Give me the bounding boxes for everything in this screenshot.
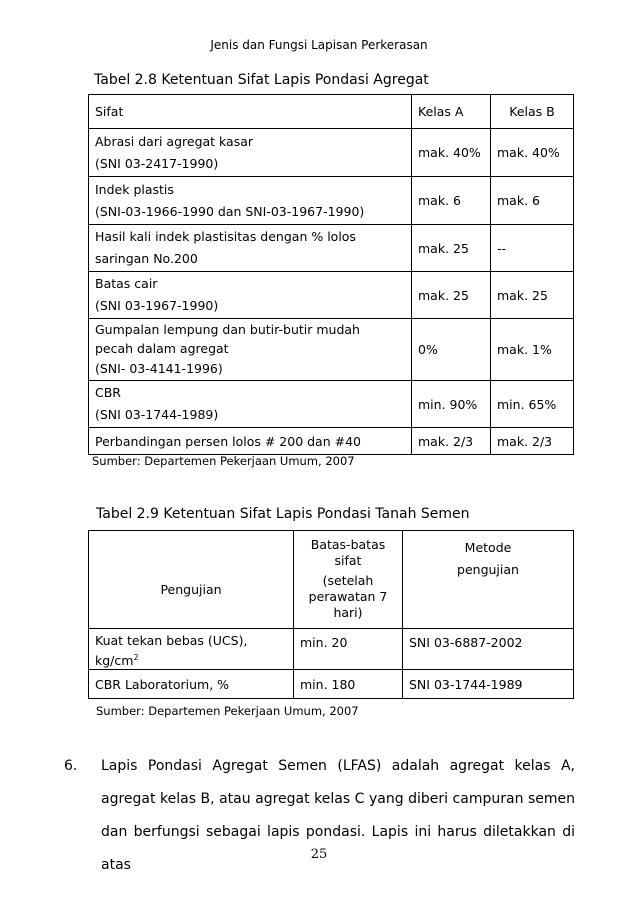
table-row: Indek plastis (SNI-03-1966-1990 dan SNI-03-1967-1990) mak. 6 mak. 6 [89, 177, 574, 225]
table-cell: SNI 03-1744-1989 [403, 670, 574, 699]
table-cell: SNI 03-6887-2002 [403, 629, 574, 670]
paragraph: Lapis Pondasi Agregat Semen (LFAS) adalah agregat kelas A, agregat kelas B, atau agregat kelas C yang diberi campuran semen dan berfungsi sebagai lapis pondasi. Lapis ini harus diletakkan di atas [101, 758, 575, 873]
table-row: Perbandingan persen lolos # 200 dan #40 mak. 2/3 mak. 2/3 [89, 428, 574, 455]
page-number: 25 [310, 847, 328, 862]
table-cell: -- [491, 225, 574, 272]
table-cell: mak. 6 [412, 177, 491, 225]
table-cell: mak. 25 [491, 272, 574, 319]
table-cell: min. 90% [412, 381, 491, 428]
table-cell: mak. 6 [491, 177, 574, 225]
table-row: Abrasi dari agregat kasar (SNI 03-2417-1990) mak. 40% mak. 40% [89, 129, 574, 177]
table-cell: mak. 25 [412, 225, 491, 272]
table-row: Gumpalan lempung dan butir-butir mudah pecah dalam agregat (SNI- 03-4141-1996) 0% mak. 1% [89, 319, 574, 381]
table-cell: mak. 40% [491, 129, 574, 177]
table-header-cell: Metode pengujian [403, 531, 574, 629]
table-header-cell: Kelas A [412, 95, 491, 129]
table-cell: min. 20 [294, 629, 403, 670]
list-number: 6. [64, 758, 78, 774]
table-row: Hasil kali indek plastisitas dengan % lolos saringan No.200 mak. 25 -- [89, 225, 574, 272]
table-header-cell: Sifat [89, 95, 412, 129]
table-cell: mak. 2/3 [412, 428, 491, 455]
soil-cement-properties-table [88, 530, 574, 699]
table-row: CBR Laboratorium, % min. 180 SNI 03-1744-1989 [89, 670, 574, 699]
table-cell: min. 180 [294, 670, 403, 699]
table-cell: mak. 1% [491, 319, 574, 381]
table-source: Sumber: Departemen Pekerjaan Umum, 2007 [96, 704, 359, 718]
table-cell: mak. 25 [412, 272, 491, 319]
table-caption: Tabel 2.9 Ketentuan Sifat Lapis Pondasi Tanah Semen [96, 506, 470, 522]
table-row: CBR (SNI 03-1744-1989) min. 90% min. 65% [89, 381, 574, 428]
table-cell: 0% [412, 319, 491, 381]
aggregate-properties-table [88, 94, 574, 455]
table-header-cell: Kelas B [491, 95, 574, 129]
table-row: Batas cair (SNI 03-1967-1990) mak. 25 mak. 25 [89, 272, 574, 319]
table-header-cell: Batas-batas sifat (setelah perawatan 7 hari) [294, 531, 403, 629]
table-source: Sumber: Departemen Pekerjaan Umum, 2007 [92, 454, 355, 468]
table-row: Kuat tekan bebas (UCS), $kg/cm^2$ min. 20 SNI 03-6887-2002 [89, 629, 574, 670]
table-caption: Tabel 2.8 Ketentuan Sifat Lapis Pondasi Agregat [94, 72, 429, 88]
table-cell: mak. 40% [412, 129, 491, 177]
table-header-cell: Pengujian [89, 531, 294, 629]
running-header: Jenis dan Fungsi Lapisan Perkerasan [210, 38, 428, 52]
table-cell: mak. 2/3 [491, 428, 574, 455]
table-cell: min. 65% [491, 381, 574, 428]
